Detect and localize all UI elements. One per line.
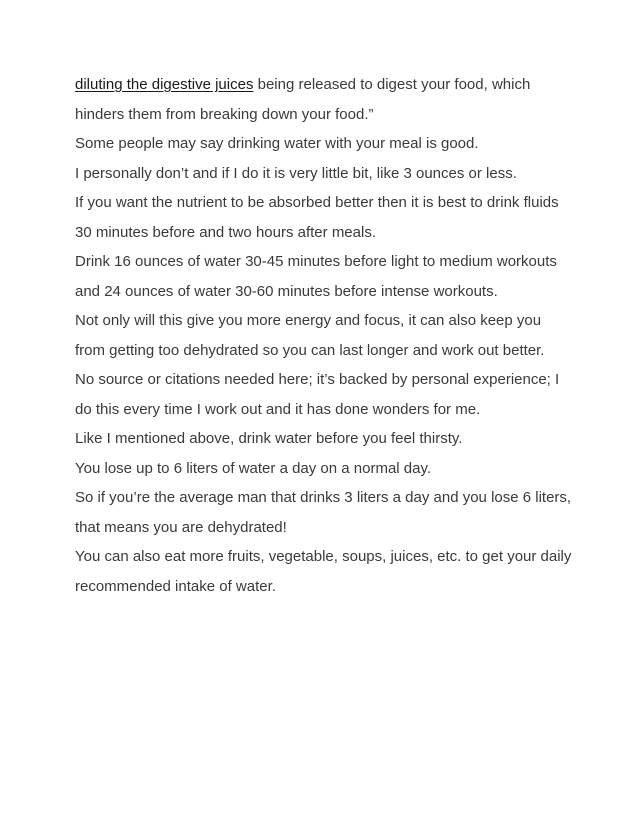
paragraph-drink-before-thirsty: Like I mentioned above, drink water before you feel thirsty. [75,430,463,447]
paragraph-food-intake: You can also eat more fruits, vegetable, soups, juices, etc. to get your daily recommended intake of water. [75,548,572,595]
paragraph-digestive-juices [75,70,575,129]
paragraph-nutrient-absorption: If you want the nutrient to be absorbed better then it is best to drink fluids 30 minutes before and two hours after meals. [75,194,559,241]
paragraph-water-with-meal: Some people may say drinking water with your meal is good. [75,135,479,152]
paragraph-water-loss: You lose up to 6 liters of water a day on a normal day. [75,459,432,477]
paragraph-dehydration-example: So if you’re the average man that drinks 3 liters a day and you lose 6 liters, that means you are dehydrated! [75,489,572,536]
paragraph-continuation-text: being released to digest your food, which hinders them from breaking down your food.” [75,76,531,123]
document-body [75,70,575,601]
paragraph-workout-hydration: Drink 16 ounces of water 30-45 minutes before light to medium workouts and 24 ounces of water 30-60 minutes before intense workouts. [75,253,557,300]
paragraph-personal-habit: I personally don’t and if I do it is very little bit, like 3 ounces or less. [75,164,517,182]
diluting-digestive-juices-link[interactable]: diluting the digestive juices [75,76,254,93]
paragraph-personal-experience: No source or citations needed here; it’s backed by personal experience; I do this every time I work out and it has done wonders for me. [75,371,560,418]
paragraph-energy-focus: Not only will this give you more energy and focus, it can also keep you from getting too dehydrated so you can last longer and work out better. [75,312,545,359]
